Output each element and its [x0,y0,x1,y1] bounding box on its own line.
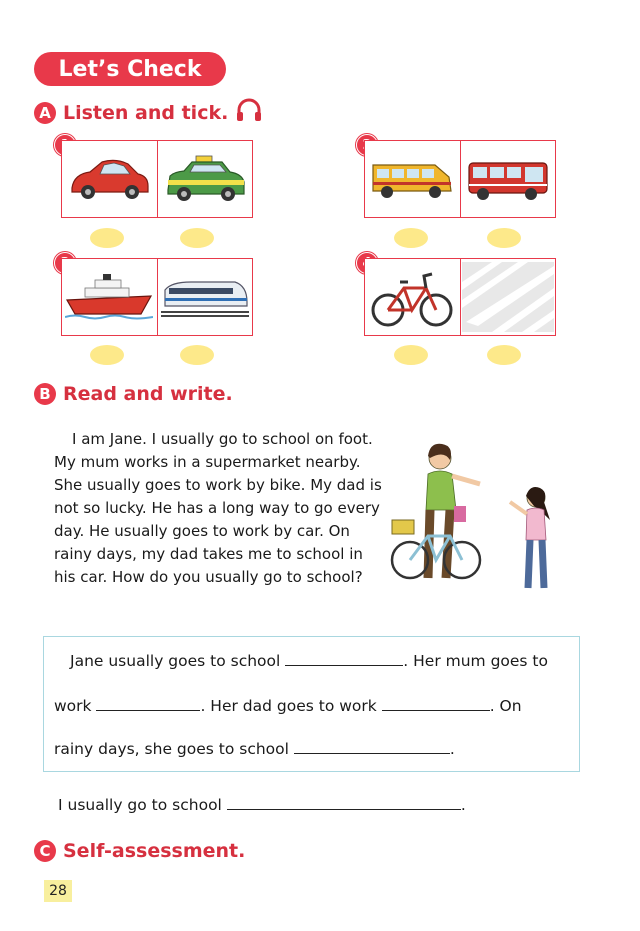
exercise-line-2 [54,696,522,715]
item-4-pair [364,258,556,336]
self-line-text: I usually go to school [58,796,222,814]
line2-text-a: work [54,697,92,715]
item-1-pair [61,140,253,218]
section-c-title: Self-assessment. [63,840,246,862]
headphones-icon [236,98,262,127]
self-line-end: . [460,796,466,814]
passage-text: I am Jane. I usually go to school on foot. My mum works in a supermarket nearby. She usually goes to work by bike. My dad is not so lucky. He has a long way to go every day. He usually goes to work by car. On rainy days, my dad takes me to school in his car. How do you usually go to school? [54,430,382,586]
ship-image[interactable] [62,259,157,335]
section-b-letter: B [34,383,56,405]
blank-self[interactable] [227,795,461,810]
item-2-pair [364,140,556,218]
reading-passage [54,428,384,589]
self-line [58,795,466,814]
tick-oval-4a[interactable] [394,345,428,365]
tick-oval-1b[interactable] [180,228,214,248]
crosswalk-image[interactable] [460,259,556,335]
tick-oval-2a[interactable] [394,228,428,248]
family-illustration [384,440,574,600]
line2-text-b: . Her dad goes to work [200,697,377,715]
train-image[interactable] [157,259,253,335]
blank-mum[interactable] [96,696,200,711]
blank-rainy[interactable] [294,739,450,754]
line3-text-a: rainy days, she goes to school [54,740,289,758]
section-b-title: Read and write. [63,383,233,405]
exercise-line-1 [70,651,548,670]
section-c-letter: C [34,840,56,862]
tick-oval-4b[interactable] [487,345,521,365]
city-bus-image[interactable] [460,141,556,217]
blank-dad[interactable] [382,696,490,711]
tick-oval-2b[interactable] [487,228,521,248]
school-bus-image[interactable] [365,141,460,217]
exercise-line-3 [54,739,455,758]
line3-text-b: . [449,740,455,758]
tick-oval-3a[interactable] [90,345,124,365]
section-a-title: Listen and tick. [63,101,229,124]
line2-text-c: . On [489,697,522,715]
taxi-image[interactable] [157,141,253,217]
tick-oval-1a[interactable] [90,228,124,248]
section-c-heading [34,840,245,862]
red-car-image[interactable] [62,141,157,217]
page-number: 28 [44,880,72,902]
item-3-pair [61,258,253,336]
tick-oval-3b[interactable] [180,345,214,365]
section-a-heading [34,98,262,127]
line1-text-b: . Her mum goes to [403,652,548,670]
section-b-heading [34,383,233,405]
lets-check-banner [34,52,226,86]
bike-image[interactable] [365,259,460,335]
line1-text-a: Jane usually goes to school [70,652,281,670]
blank-jane[interactable] [285,651,403,666]
banner-title: Let’s Check [58,56,202,82]
section-a-letter: A [34,102,56,124]
